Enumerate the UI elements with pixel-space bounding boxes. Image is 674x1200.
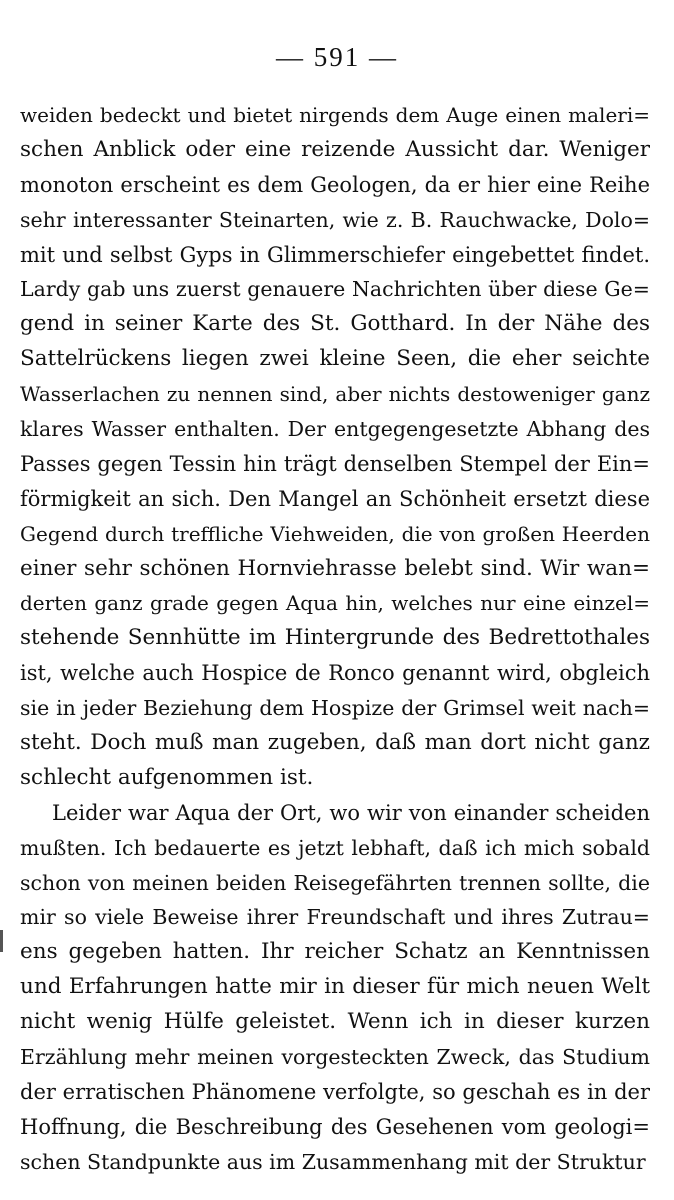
text-line: Sattelrückens liegen zwei kleine Seen, die eher seichte	[20, 346, 650, 372]
text-line: mir so viele Beweise ihrer Freundschaft und ihres Zutrau=	[20, 905, 650, 930]
text-line: einer sehr schönen Hornviehrasse belebt sind. Wir wan=	[20, 555, 650, 581]
text-line: klares Wasser enthalten. Der entgegengesetzte Abhang des	[20, 417, 650, 442]
text-line: Lardy gab uns zuerst genauere Nachrichten über diese Ge=	[20, 277, 650, 302]
text-line: ist, welche auch Hospice de Ronco genannt wird, obgleich	[20, 661, 650, 686]
text-line: Passes gegen Tessin hin trägt denselben Stempel der Ein=	[20, 451, 650, 476]
text-line: mußten. Ich bedauerte es jetzt lebhaft, daß ich mich sobald	[20, 835, 650, 860]
page-number: — 591 —	[276, 42, 398, 72]
text-line: schen Standpunkte aus im Zusammenhang mit der Struktur	[20, 1149, 646, 1174]
text-line: sie in jeder Beziehung dem Hospize der Grimsel weit nach=	[20, 696, 650, 721]
text-line: gend in seiner Karte des St. Gotthard. In der Nähe des	[20, 311, 650, 337]
text-line: steht. Doch muß man zugeben, daß man dort nicht ganz	[20, 730, 650, 756]
text-line: förmigkeit an sich. Den Mangel an Schönheit ersetzt diese	[20, 486, 650, 511]
body-text	[20, 98, 650, 1180]
text-line: Leider war Aqua der Ort, wo wir von einander scheiden	[52, 800, 650, 825]
text-line: weiden bedeckt und bietet nirgends dem Auge einen maleri=	[20, 103, 650, 127]
text-line: Wasserlachen zu nennen sind, aber nichts destoweniger ganz	[20, 382, 650, 407]
text-line: sehr interessanter Steinarten, wie z. B. Rauchwacke, Dolo=	[20, 207, 650, 232]
text-line: mit und selbst Gyps in Glimmerschiefer eingebettet findet.	[20, 242, 650, 267]
text-line: monoton erscheint es dem Geologen, da er hier eine Reihe	[20, 172, 650, 197]
text-line: Erzählung mehr meinen vorgesteckten Zweck, das Studium	[20, 1045, 650, 1070]
text-line: schon von meinen beiden Reisegefährten trennen sollte, die	[20, 870, 650, 895]
text-line: Hoffnung, die Beschreibung des Gesehenen vom geologi=	[20, 1114, 650, 1139]
text-line: schen Anblick oder eine reizende Aussicht dar. Weniger	[20, 136, 650, 162]
text-line: schlecht aufgenommen ist.	[20, 764, 314, 790]
text-line: der erratischen Phänomene verfolgte, so geschah es in der	[20, 1079, 650, 1104]
text-line: nicht wenig Hülfe geleistet. Wenn ich in dieser kurzen	[20, 1009, 650, 1035]
text-line: ens gegeben hatten. Ihr reicher Schatz an Kenntnissen	[20, 939, 650, 965]
scan-edge-mark	[0, 930, 3, 952]
text-line: und Erfahrungen hatte mir in dieser für mich neuen Welt	[20, 974, 650, 1000]
text-line: derten ganz grade gegen Aqua hin, welches nur eine einzel=	[20, 591, 650, 616]
text-line: stehende Sennhütte im Hintergrunde des Bedrettothales	[20, 625, 650, 651]
text-line: Gegend durch treffliche Viehweiden, die von großen Heerden	[20, 521, 650, 546]
